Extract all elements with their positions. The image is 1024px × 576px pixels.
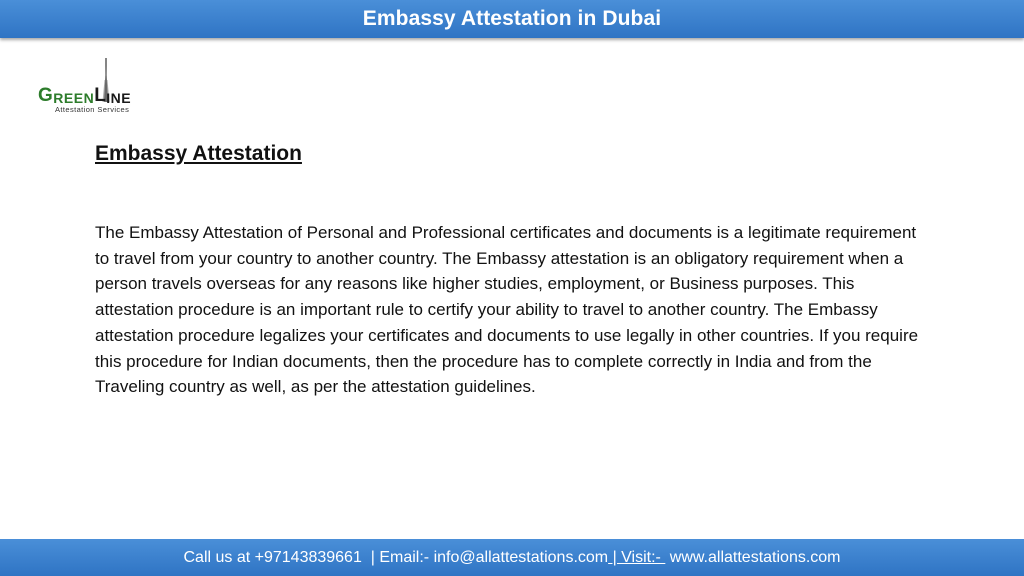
section-heading: Embassy Attestation bbox=[95, 142, 302, 165]
visit-link[interactable]: | Visit:- bbox=[608, 548, 666, 566]
contact-info: Call us at +97143839661 | Email:- info@allattestations.com bbox=[183, 548, 609, 566]
logo-wordmark: G REEN L INE bbox=[38, 85, 132, 106]
footer-bar bbox=[0, 539, 1024, 576]
greenline-logo bbox=[38, 58, 158, 116]
header-bar bbox=[0, 0, 1024, 38]
body-paragraph: The Embassy Attestation of Personal and Professional certificates and documents is a legitimate requirement to travel from your country to another country. The Embassy attestation is an obligatory requirement when a person travels overseas for any reasons like higher studies, employment, or Business purposes. This attestation procedure is an important rule to certify your ability to travel to another country. The Embassy attestation procedure legalizes your certificates and documents to use legally in other countries. If you require this procedure for Indian documents, then the procedure has to complete correctly in India and from the Traveling country as well, as per the attestation guidelines. bbox=[95, 223, 919, 397]
logo-tagline: Attestation Services bbox=[55, 105, 130, 114]
page-title: Embassy Attestation in Dubai bbox=[362, 7, 662, 30]
website-url[interactable]: www.allattestations.com bbox=[665, 548, 841, 566]
